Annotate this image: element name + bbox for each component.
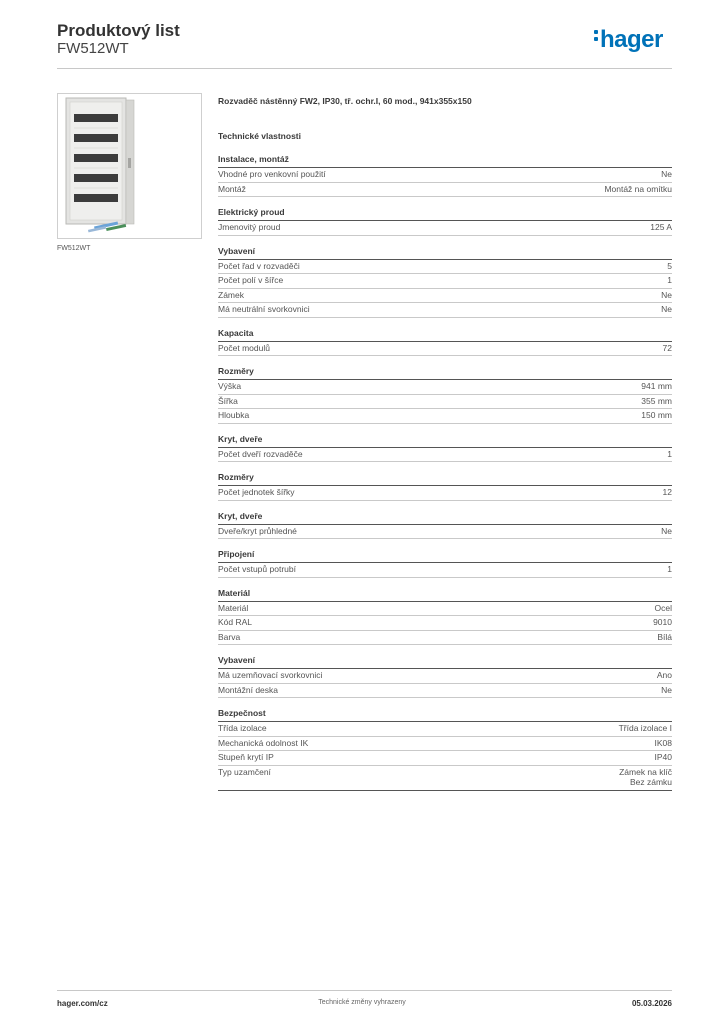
product-description: Rozvaděč nástěnný FW2, IP30, tř. ochr.I, 60 mod., 941x355x150 bbox=[218, 96, 472, 106]
property-label: Počet jednotek šířky bbox=[218, 487, 295, 497]
property-value: 12 bbox=[662, 487, 672, 497]
property-row bbox=[218, 221, 672, 236]
property-label: Zámek bbox=[218, 289, 244, 300]
property-value: 9010 bbox=[653, 617, 672, 627]
property-label: Počet dveří rozvaděče bbox=[218, 448, 303, 459]
property-label: Kód RAL bbox=[218, 617, 253, 627]
group-title: Elektrický proud bbox=[218, 207, 672, 221]
property-group bbox=[218, 366, 672, 424]
product-image bbox=[57, 93, 202, 239]
property-label: Barva bbox=[218, 631, 241, 642]
property-value: Ano bbox=[656, 670, 672, 680]
property-row bbox=[218, 631, 672, 646]
property-row bbox=[218, 525, 672, 540]
image-caption: FW512WT bbox=[57, 245, 91, 252]
property-group bbox=[218, 434, 672, 463]
property-value: Ne bbox=[661, 304, 672, 314]
property-label: Má neutrální svorkovnici bbox=[218, 304, 310, 314]
property-value: Ocel bbox=[654, 602, 672, 613]
group-title: Bezpečnost bbox=[218, 708, 672, 722]
property-row bbox=[218, 183, 672, 198]
property-row bbox=[218, 737, 672, 752]
property-row bbox=[218, 684, 672, 699]
property-value: IK08 bbox=[654, 737, 672, 748]
property-row bbox=[218, 616, 672, 631]
property-value: 355 mm bbox=[641, 395, 672, 406]
property-label: Dveře/kryt průhledné bbox=[218, 525, 297, 536]
group-title: Kryt, dveře bbox=[218, 434, 672, 448]
property-value: Ne bbox=[661, 525, 672, 536]
property-row bbox=[218, 751, 672, 766]
property-row bbox=[218, 289, 672, 304]
property-group bbox=[218, 246, 672, 318]
property-row bbox=[218, 486, 672, 501]
property-value: Ne bbox=[661, 289, 672, 300]
footer-notice: Technické změny vyhrazeny bbox=[318, 999, 406, 1006]
property-row bbox=[218, 342, 672, 357]
product-details bbox=[218, 96, 672, 801]
property-label: Mechanická odolnost IK bbox=[218, 737, 309, 748]
group-title: Instalace, montáž bbox=[218, 154, 672, 168]
property-label: Materiál bbox=[218, 602, 249, 613]
property-label: Šířka bbox=[218, 395, 238, 406]
property-value: Třída izolace I bbox=[618, 723, 672, 733]
group-title: Kapacita bbox=[218, 328, 672, 342]
group-title: Vybavení bbox=[218, 246, 672, 260]
property-group bbox=[218, 588, 672, 646]
property-row bbox=[218, 722, 672, 737]
property-row bbox=[218, 395, 672, 410]
property-label: Vhodné pro venkovní použití bbox=[218, 169, 326, 179]
group-title: Vybavení bbox=[218, 655, 672, 669]
property-label: Stupeň krytí IP bbox=[218, 752, 274, 762]
property-group bbox=[218, 708, 672, 791]
property-row bbox=[218, 380, 672, 395]
property-row bbox=[218, 563, 672, 578]
property-label: Třída izolace bbox=[218, 723, 267, 733]
technical-properties-heading: Technické vlastnosti bbox=[218, 131, 301, 141]
group-title: Materiál bbox=[218, 588, 672, 602]
property-label: Počet řad v rozvaděči bbox=[218, 260, 300, 271]
property-row bbox=[218, 669, 672, 684]
property-label: Montážní deska bbox=[218, 684, 279, 695]
property-row bbox=[218, 766, 672, 791]
property-label: Počet modulů bbox=[218, 342, 270, 353]
header-divider bbox=[57, 68, 672, 69]
property-row bbox=[218, 274, 672, 289]
distribution-board-illustration bbox=[58, 94, 201, 238]
property-group bbox=[218, 207, 672, 236]
property-value: Ne bbox=[661, 684, 672, 695]
footer-date: 05.03.2026 bbox=[631, 999, 672, 1008]
property-value: Montáž na omítku bbox=[604, 183, 672, 194]
property-value: 1 bbox=[667, 275, 672, 285]
property-value: 941 mm bbox=[641, 381, 672, 391]
property-value: 1 bbox=[667, 448, 672, 459]
property-label: Výška bbox=[218, 381, 242, 391]
property-row bbox=[218, 448, 672, 463]
property-row bbox=[218, 409, 672, 424]
property-label: Jmenovitý proud bbox=[218, 222, 281, 232]
property-value: Zámek na klíč Bez zámku bbox=[619, 766, 672, 787]
property-value: 72 bbox=[662, 342, 672, 353]
property-value: 5 bbox=[667, 260, 672, 271]
footer-divider bbox=[57, 990, 672, 991]
property-group bbox=[218, 655, 672, 698]
group-title: Připojení bbox=[218, 549, 672, 563]
product-code: FW512WT bbox=[57, 40, 129, 57]
property-label: Počet polí v šířce bbox=[218, 275, 284, 285]
property-label: Má uzemňovací svorkovnici bbox=[218, 670, 323, 680]
property-value: Ne bbox=[661, 169, 672, 179]
property-value: IP40 bbox=[654, 752, 672, 762]
property-group bbox=[218, 549, 672, 578]
property-value: 125 A bbox=[650, 222, 672, 232]
property-label: Počet vstupů potrubí bbox=[218, 564, 296, 574]
group-title: Rozměry bbox=[218, 366, 672, 380]
property-value: Bílá bbox=[657, 631, 672, 642]
property-groups bbox=[218, 154, 672, 791]
property-value: 1 bbox=[667, 564, 672, 574]
property-row bbox=[218, 602, 672, 617]
logo-dots-icon bbox=[594, 30, 598, 44]
property-row bbox=[218, 260, 672, 275]
property-label: Hloubka bbox=[218, 410, 250, 420]
property-row bbox=[218, 303, 672, 318]
hager-logo: hager bbox=[594, 26, 663, 54]
property-value: 150 mm bbox=[641, 410, 672, 420]
property-row bbox=[218, 168, 672, 183]
property-group bbox=[218, 511, 672, 540]
footer-website: hager.com/cz bbox=[57, 999, 108, 1008]
group-title: Rozměry bbox=[218, 472, 672, 486]
page-title: Produktový list bbox=[57, 21, 180, 40]
property-label: Montáž bbox=[218, 183, 246, 194]
property-label: Typ uzamčení bbox=[218, 766, 271, 777]
group-title: Kryt, dveře bbox=[218, 511, 672, 525]
property-group bbox=[218, 154, 672, 197]
property-group bbox=[218, 328, 672, 357]
property-group bbox=[218, 472, 672, 501]
